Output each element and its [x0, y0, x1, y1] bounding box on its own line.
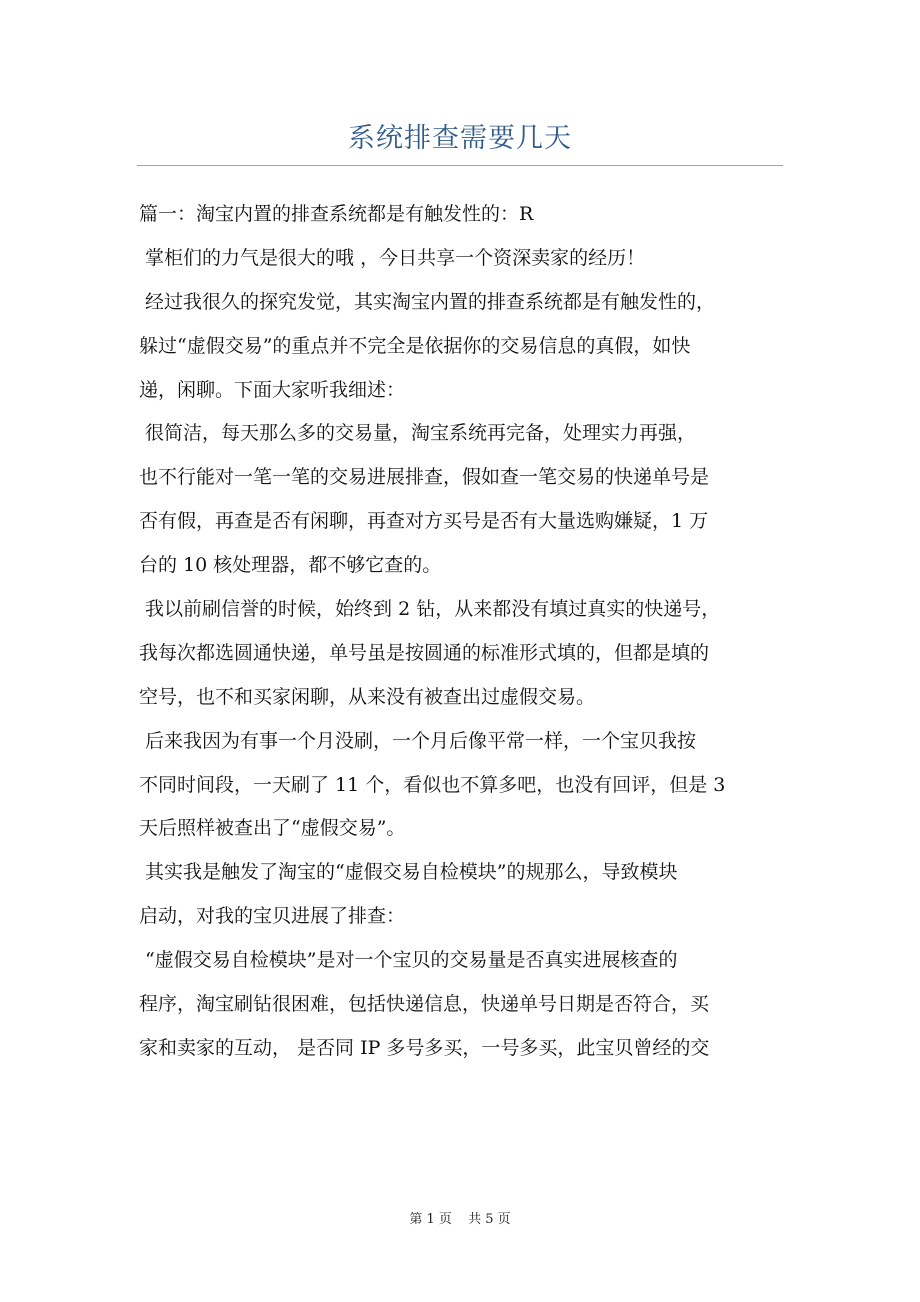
text-line: 篇一：淘宝内置的排查系统都是有触发性的：R — [139, 203, 534, 225]
text-line: 程序，淘宝刷钻很困难，包括快递信息，快递单号日期是否符合，买 — [139, 993, 710, 1016]
text-line: 不同时间段，一天刷了 11 个，看似也不算多吧，也没有回评，但是 3 — [139, 773, 726, 796]
text-line: 掌柜们的力气是很大的哦 ，今日共享一个资深卖家的经历！ — [139, 246, 646, 269]
text-line: 空号，也不和买家闲聊，从来没有被查出过虚假交易。 — [139, 685, 596, 708]
text-line: 我每次都选圆通快递，单号虽是按圆通的标准形式填的，但都是填的 — [139, 641, 710, 664]
page-number: 第 1 页 — [409, 1212, 452, 1227]
text-line: 否有假，再查是否有闲聊，再查对方买号是否有大量选购嫌疑，1 万 — [139, 510, 709, 533]
text-line: 后来我因为有事一个月没刷，一个月后像平常一样，一个宝贝我按 — [139, 729, 697, 752]
text-line: 启动，对我的宝贝进展了排查： — [139, 905, 406, 928]
page-total: 共 5 页 — [468, 1212, 511, 1227]
text-line: 其实我是触发了淘宝的“虚假交易自检模块”的规那么，导致模块 — [139, 861, 678, 884]
text-line: 台的 10 核处理器，都不够它查的。 — [139, 554, 442, 577]
text-line: 也不行能对一笔一笔的交易进展排查，假如查一笔交易的快递单号是 — [139, 466, 710, 489]
title-underline — [137, 165, 783, 166]
text-line: “虚假交易自检模块”是对一个宝贝的交易量是否真实进展核查的 — [139, 949, 678, 972]
text-line: 家和卖家的互动， 是否同 IP 多号多买，一号多买，此宝贝曾经的交 — [139, 1036, 710, 1059]
text-line: 我以前刷信誉的时候，始终到 2 钻，从来都没有填过真实的快递号， — [139, 598, 721, 621]
text-line: 递，闲聊。下面大家听我细述： — [139, 378, 406, 401]
text-line: 经过我很久的探究发觉，其实淘宝内置的排查系统都是有触发性的， — [139, 290, 716, 313]
text-line: 很简洁，每天那么多的交易量，淘宝系统再完备，处理实力再强， — [139, 422, 697, 445]
document-title: 系统排查需要几天 — [348, 123, 572, 154]
page-footer — [0, 1208, 920, 1227]
text-line: 躲过“虚假交易”的重点并不完全是依据你的交易信息的真假，如快 — [139, 334, 691, 357]
text-line: 天后照样被查出了“虚假交易”。 — [139, 817, 406, 840]
document-body — [139, 193, 784, 1071]
